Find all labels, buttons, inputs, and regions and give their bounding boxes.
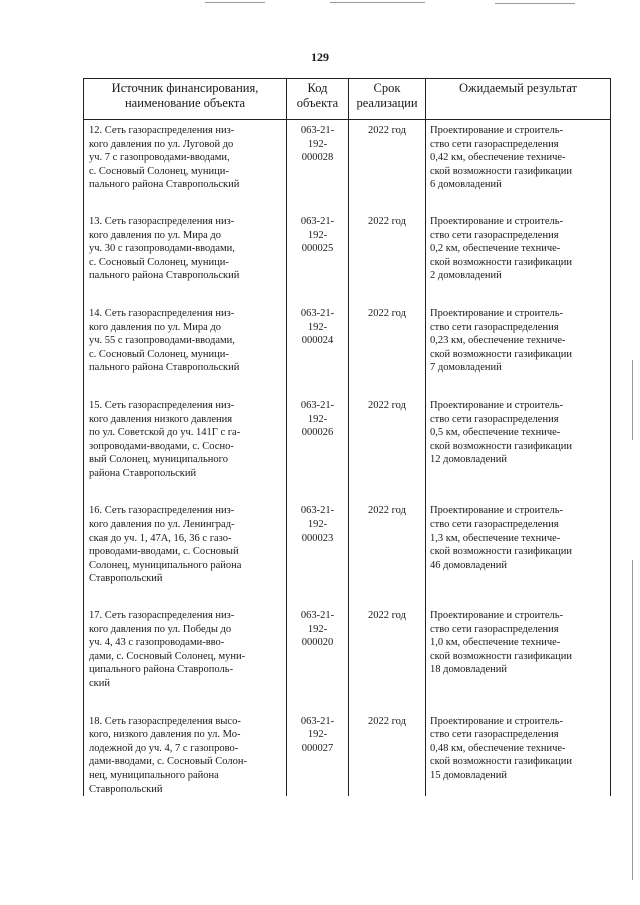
object-name-line: ская до уч. 1, 47А, 16, 36 с газо- — [89, 532, 232, 544]
scan-mark-right-edge — [632, 360, 633, 440]
object-code-line: 192- — [307, 321, 328, 333]
object-name-line: по ул. Советской до уч. 141Г с га- — [89, 427, 241, 439]
object-name-cell — [84, 303, 287, 395]
object-code-line: 192- — [307, 623, 328, 635]
expected-result-line: 1,0 км, обеспечение техниче- — [430, 637, 561, 649]
expected-result-cell — [426, 500, 611, 605]
object-name-line: дами-вводами, с. Сосновый Солон- — [89, 756, 248, 768]
object-name-line: уч. 4, 43 с газопроводами-вво- — [89, 637, 225, 649]
header-object-code-line: Код — [307, 81, 328, 95]
object-code-line: 063-21- — [300, 715, 335, 727]
expected-result-line: 18 домовладений — [430, 664, 507, 676]
expected-result-line: 6 домовладений — [430, 179, 502, 191]
term-line: 2022 год — [368, 307, 406, 319]
expected-result-line: 15 домовладений — [430, 769, 507, 781]
expected-result-cell — [426, 395, 611, 501]
object-code-line: 000020 — [301, 637, 334, 649]
object-code-cell — [287, 303, 349, 395]
object-code-line: 192- — [307, 729, 328, 741]
object-code-line: 192- — [307, 229, 328, 241]
object-name-line: 16. Сеть газораспределения низ- — [89, 505, 235, 517]
object-name-line: кого давления по ул. Луговой до — [89, 138, 234, 150]
object-code-line: 063-21- — [300, 610, 335, 622]
expected-result-line: 0,48 км, обеспечение техниче- — [430, 742, 566, 754]
object-name-line: лодежной до уч. 4, 7 с газопрово- — [89, 742, 239, 754]
object-code-line: 192- — [307, 413, 328, 425]
object-name-line: пального района Ставропольский — [89, 179, 240, 191]
term-cell — [349, 605, 426, 711]
object-name-line: Ставропольский — [89, 783, 163, 795]
object-name-cell — [84, 605, 287, 711]
expected-result-line: ской возможности газификации — [430, 650, 572, 662]
header-term-line: реализации — [356, 96, 418, 110]
scan-mark-top-right — [495, 3, 575, 4]
table-body — [84, 120, 611, 797]
object-code-line: 063-21- — [300, 399, 335, 411]
expected-result-line: 7 домовладений — [430, 362, 502, 374]
expected-result-line: 0,23 км, обеспечение техниче- — [430, 335, 566, 347]
object-code-line: 063-21- — [300, 125, 335, 136]
object-name-line: вый Солонец, муниципального — [89, 454, 228, 466]
header-term-line: Срок — [373, 81, 401, 95]
expected-result-line: Проектирование и строитель- — [430, 307, 564, 319]
object-name-line: уч. 7 с газопроводами-вводами, — [89, 152, 230, 164]
object-name-line: 12. Сеть газораспределения низ- — [89, 125, 235, 136]
expected-result-line: 46 домовладений — [430, 559, 507, 571]
header-source-name-line: Источник финансирования, — [111, 81, 259, 95]
header-source-name — [84, 79, 287, 120]
expected-result-line: 2 домовладений — [430, 270, 502, 282]
term-line: 2022 год — [368, 125, 406, 136]
object-name-line: кого, низкого давления по ул. Мо- — [89, 729, 241, 741]
object-name-line: 17. Сеть газораспределения низ- — [89, 610, 235, 622]
expected-result-line: Проектирование и строитель- — [430, 399, 564, 411]
object-name-line: кого давления по ул. Мира до — [89, 229, 222, 241]
object-code-line: 192- — [307, 519, 328, 531]
term-cell — [349, 395, 426, 501]
expected-result-line: ство сети газораспределения — [430, 413, 559, 425]
table-row — [84, 395, 611, 501]
projects-table — [83, 78, 611, 796]
object-name-line: ский — [89, 678, 110, 689]
header-source-name-line: наименование объекта — [124, 96, 246, 110]
object-name-line: района Ставропольский — [89, 467, 197, 479]
object-code-cell — [287, 500, 349, 605]
term-line: 2022 год — [368, 505, 406, 517]
object-name-line: дами, с. Сосновый Солонец, муни- — [89, 650, 246, 662]
expected-result-line: 0,2 км, обеспечение техниче- — [430, 243, 561, 255]
object-name-line: уч. 30 с газопроводами-вводами, — [89, 243, 235, 255]
term-cell — [349, 120, 426, 211]
object-name-cell — [84, 395, 287, 501]
object-code-cell — [287, 605, 349, 711]
term-line: 2022 год — [368, 610, 406, 622]
object-name-line: пального района Ставропольский — [89, 362, 240, 374]
expected-result-line: 1,3 км, обеспечение техниче- — [430, 532, 561, 544]
object-code-line: 192- — [307, 138, 328, 150]
header-expected-result-line: Ожидаемый результат — [458, 81, 578, 95]
expected-result-cell — [426, 711, 611, 797]
object-code-cell — [287, 395, 349, 501]
expected-result-line: ской возможности газификации — [430, 756, 572, 768]
expected-result-cell — [426, 605, 611, 711]
object-code-line: 000027 — [301, 742, 334, 754]
object-name-line: 18. Сеть газораспределения высо- — [89, 715, 241, 727]
object-code-line: 000026 — [301, 427, 334, 439]
object-name-cell — [84, 500, 287, 605]
object-name-line: проводами-вводами, с. Сосновый — [89, 546, 239, 558]
header-term — [349, 79, 426, 120]
table-row — [84, 303, 611, 395]
table-row — [84, 120, 611, 211]
object-name-line: с. Сосновый Солонец, муници- — [89, 165, 229, 177]
expected-result-line: Проектирование и строитель- — [430, 715, 564, 727]
term-line: 2022 год — [368, 215, 406, 227]
expected-result-line: Проектирование и строитель- — [430, 125, 564, 136]
expected-result-line: 12 домовладений — [430, 454, 507, 466]
object-name-line: кого давления низкого давления — [89, 413, 233, 425]
table-row — [84, 605, 611, 711]
table-row — [84, 711, 611, 797]
expected-result-line: ство сети газораспределения — [430, 729, 559, 741]
expected-result-line: ской возможности газификации — [430, 348, 572, 360]
object-name-line: 13. Сеть газораспределения низ- — [89, 215, 235, 227]
expected-result-cell — [426, 303, 611, 395]
object-name-line: кого давления по ул. Победы до — [89, 623, 232, 635]
header-expected-result — [426, 79, 611, 120]
expected-result-line: ской возможности газификации — [430, 546, 572, 558]
expected-result-line: ство сети газораспределения — [430, 229, 559, 241]
term-cell — [349, 211, 426, 303]
table-row — [84, 500, 611, 605]
object-name-cell — [84, 120, 287, 211]
object-code-cell — [287, 120, 349, 211]
header-object-code-line: объекта — [296, 96, 339, 110]
term-cell — [349, 303, 426, 395]
object-name-line: пального района Ставропольский — [89, 270, 240, 282]
object-name-line: Солонец, муниципального района — [89, 559, 242, 571]
object-code-line: 000025 — [301, 243, 334, 255]
scan-mark-top-left — [205, 2, 265, 3]
expected-result-line: ство сети газораспределения — [430, 519, 559, 531]
object-name-line: Ставропольский — [89, 573, 163, 585]
term-line: 2022 год — [368, 715, 406, 727]
object-name-line: кого давления по ул. Мира до — [89, 321, 222, 333]
object-code-line: 000023 — [301, 532, 334, 544]
object-name-line: кого давления по ул. Ленинград- — [89, 519, 235, 531]
expected-result-line: ской возможности газификации — [430, 440, 572, 452]
expected-result-line: 0,5 км, обеспечение техниче- — [430, 427, 561, 439]
object-code-line: 000024 — [301, 335, 334, 347]
term-cell — [349, 500, 426, 605]
expected-result-line: Проектирование и строитель- — [430, 610, 564, 622]
table-header-row — [84, 79, 611, 120]
object-code-cell — [287, 711, 349, 797]
object-code-line: 000028 — [301, 152, 334, 164]
term-line: 2022 год — [368, 399, 406, 411]
object-name-line: 15. Сеть газораспределения низ- — [89, 399, 235, 411]
expected-result-line: ской возможности газификации — [430, 165, 572, 177]
expected-result-line: ство сети газораспределения — [430, 623, 559, 635]
object-name-line: зопроводами-вводами, с. Сосно- — [89, 440, 234, 452]
object-code-line: 063-21- — [300, 307, 335, 319]
expected-result-line: ство сети газораспределения — [430, 321, 559, 333]
object-code-line: 063-21- — [300, 505, 335, 517]
object-name-line: с. Сосновый Солонец, муници- — [89, 348, 229, 360]
term-cell — [349, 711, 426, 797]
expected-result-line: 0,42 км, обеспечение техниче- — [430, 152, 566, 164]
header-object-code — [287, 79, 349, 120]
scan-mark-right-edge-lower — [632, 560, 633, 880]
object-name-line: уч. 55 с газопроводами-вводами, — [89, 335, 235, 347]
expected-result-line: Проектирование и строитель- — [430, 215, 564, 227]
object-name-line: 14. Сеть газораспределения низ- — [89, 307, 235, 319]
expected-result-cell — [426, 120, 611, 211]
object-name-line: нец, муниципального района — [89, 769, 219, 781]
object-name-cell — [84, 711, 287, 797]
expected-result-line: ство сети газораспределения — [430, 138, 559, 150]
object-code-cell — [287, 211, 349, 303]
object-code-line: 063-21- — [300, 215, 335, 227]
object-name-line: с. Сосновый Солонец, муници- — [89, 256, 229, 268]
scan-mark-top-center — [330, 2, 425, 3]
object-name-cell — [84, 211, 287, 303]
page-number: 129 — [311, 50, 329, 64]
expected-result-line: ской возможности газификации — [430, 256, 572, 268]
object-name-line: ципального района Ставрополь- — [89, 664, 234, 676]
expected-result-cell — [426, 211, 611, 303]
table-row — [84, 211, 611, 303]
expected-result-line: Проектирование и строитель- — [430, 505, 564, 517]
